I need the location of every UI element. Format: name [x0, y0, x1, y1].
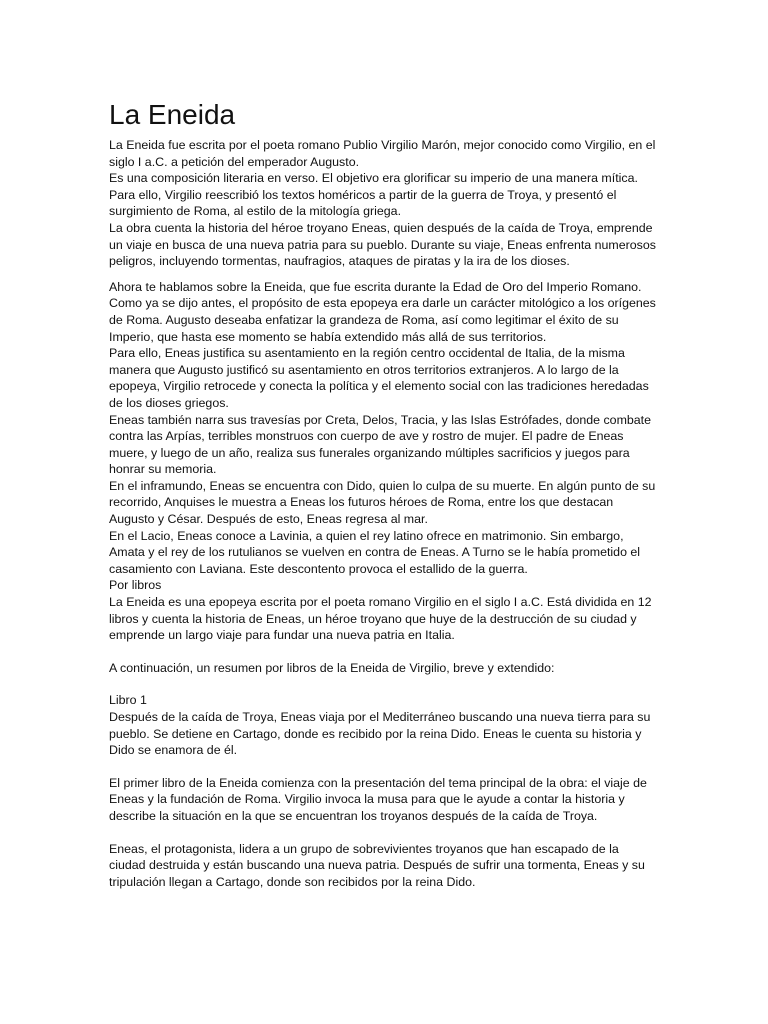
document-title: La Eneida	[109, 99, 236, 130]
paragraph-8: En el Lacio, Eneas conoce a Lavinia, a quien el rey latino ofrece en matrimonio. Sin embargo, Amata y el rey de los rutulianos se vuelven en contra de Eneas. A Turno se le había prometido el casamiento con Laviana. Este descontento provoca el estallido de la guerra.	[109, 528, 641, 576]
paragraph-6: Eneas también narra sus travesías por Creta, Delos, Tracia, y las Islas Estrófades, donde combate contra las Arpías, terribles monstruos con cuerpo de ave y rostro de mujer. El padre de Eneas muere, y luego de un año, realiza sus funerales organizando múltiples sacrificios y juegos para honrar su memoria.	[109, 412, 652, 477]
paragraph-3: La obra cuenta la historia del héroe troyano Eneas, quien después de la caída de Troya, emprende un viaje en busca de una nueva patria para su pueblo. Durante su viaje, Eneas enfrenta numerosos peligros, incluyendo tormentas, naufragios, ataques de piratas y la ira de los dioses.	[109, 220, 656, 269]
paragraph-11: Después de la caída de Troya, Eneas viaja por el Mediterráneo buscando una nueva tierra para su pueblo. Se detiene en Cartago, donde es recibido por la reina Dido. Eneas le cuenta su historia y Dido se enamora de él.	[109, 710, 651, 758]
paragraph-gap	[109, 759, 657, 775]
paragraph-4: Ahora te hablamos sobre la Eneida, que fue escrita durante la Edad de Oro del Imperio Romano. Como ya se dijo antes, el propósito de esta epopeya era darle un carácter mitológico a los orígenes de Roma. Augusto deseaba enfatizar la grandeza de Roma, así como legitimar el éxito de su Imperio, que hasta ese momento se había extendido más allá de sus territorios.	[109, 279, 656, 344]
paragraph-9: La Eneida es una epopeya escrita por el poeta romano Virgilio en el siglo I a.C. Está dividida en 12 libros y cuenta la historia de Eneas, un héroe troyano que huye de la destrucción de su ciudad y emprende un largo viaje para fundar una nueva patria en Italia.	[109, 595, 652, 643]
document-page	[109, 98, 657, 890]
paragraph-13: Eneas, el protagonista, lidera a un grupo de sobrevivientes troyanos que han escapado de la ciudad destruida y están buscando una nueva patria. Después de sufrir una tormenta, Eneas y su tripulación llegan a Cartago, donde son recibidos por la reina Dido.	[109, 841, 645, 889]
section-heading-libro-1: Libro 1	[109, 693, 147, 708]
section-heading-por-libros: Por libros	[109, 578, 162, 593]
paragraph-12: El primer libro de la Eneida comienza con la presentación del tema principal de la obra: el viaje de Eneas y la fundación de Roma. Virgilio invoca la musa para que le ayude a contar la historia y describe la situación en la que se encuentran los troyanos después de la caída de Troya.	[109, 775, 647, 823]
paragraph-1: La Eneida fue escrita por el poeta romano Publio Virgilio Marón, mejor conocido como Virgilio, en el siglo I a.C. a petición del emperador Augusto.	[109, 138, 656, 169]
paragraph-10: A continuación, un resumen por libros de la Eneida de Virgilio, breve y extendido:	[109, 660, 555, 675]
paragraph-2: Es una composición literaria en verso. El objetivo era glorificar su imperio de una manera mítica. Para ello, Virgilio reescribió los textos homéricos a partir de la guerra de Troya, y presentó el surgimiento de Roma, al estilo de la mitología griega.	[109, 171, 638, 219]
paragraph-gap	[109, 270, 657, 279]
paragraph-gap	[109, 676, 657, 692]
paragraph-5: Para ello, Eneas justifica su asentamiento en la región centro occidental de Italia, de la misma manera que Augusto justificó su asentamiento en otros territorios extranjeros. A lo largo de la epopeya, Virgilio retrocede y conecta la política y el elemento social con las tradiciones heredadas de los dioses griegos.	[109, 346, 649, 410]
paragraph-gap	[109, 825, 657, 841]
paragraph-7: En el inframundo, Eneas se encuentra con Dido, quien lo culpa de su muerte. En algún punto de su recorrido, Anquises le muestra a Eneas los futuros héroes de Roma, entre los que destacan Augusto y César. Después de esto, Eneas regresa al mar.	[109, 478, 656, 527]
paragraph-gap	[109, 644, 657, 660]
